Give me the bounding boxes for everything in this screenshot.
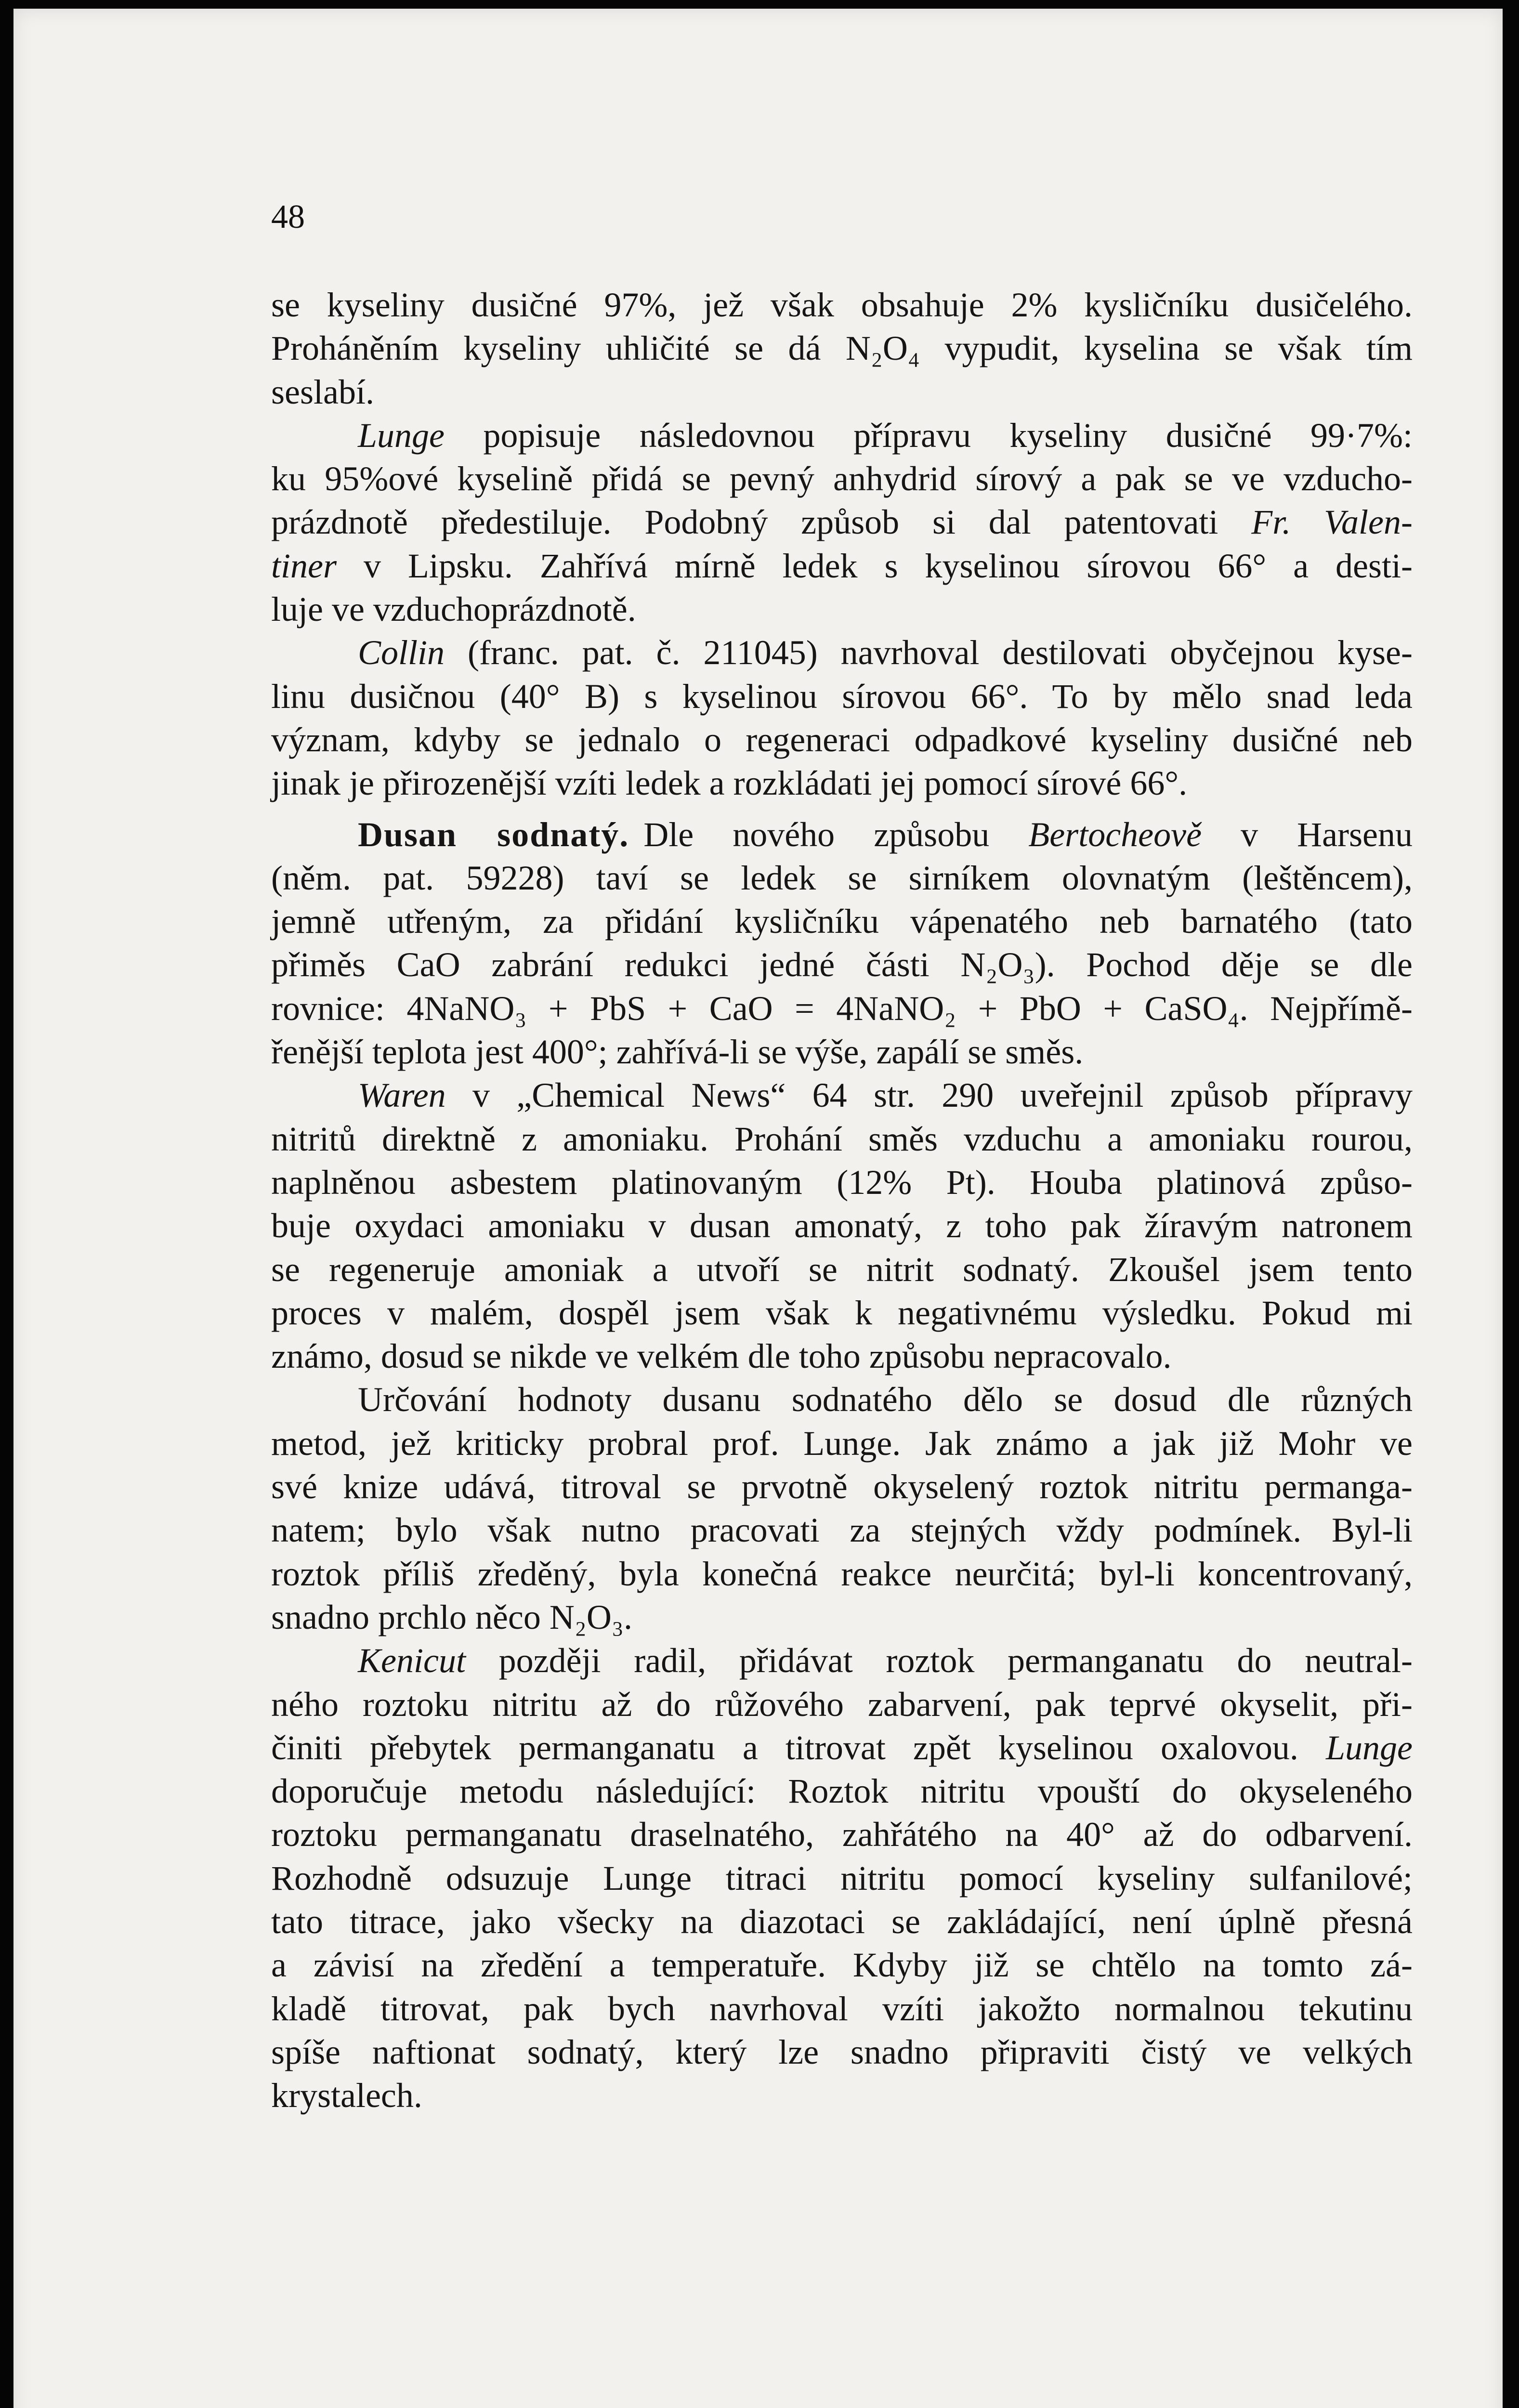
text-line: jinak je přirozenější vzíti ledek a rozkládati jej pomocí sírové 66°. bbox=[271, 764, 1188, 803]
text-line: proces v malém, dospěl jsem však k negativnému výsledku. Pokud mi bbox=[271, 1293, 1413, 1332]
text-line: a závisí na zředění a temperatuře. Kdyby již se chtělo na tomto zá- bbox=[271, 1946, 1413, 1985]
text-line: tato titrace, jako všecky na diazotaci se zakládající, není úplně přesná bbox=[271, 1902, 1413, 1941]
book-page bbox=[13, 9, 1503, 2408]
text-line: rovnice: 4NaNO₃ + PbS + CaO = 4NaNO₂ + PbO + CaSO₄. Nejpřímě- bbox=[271, 989, 1413, 1028]
author-name: Fr. Valen- bbox=[1251, 503, 1413, 542]
text-line: se kyseliny dusičné 97%, jež však obsahuje 2% kysličníku dusičelého. bbox=[271, 286, 1413, 324]
text-line: nitritů direktně z amoniaku. Prohání směs vzduchu a amoniaku rourou, bbox=[271, 1119, 1413, 1158]
text-line: Proháněním kyseliny uhličité se dá N₂O₄ vypudit, kyselina se však tím bbox=[271, 329, 1413, 368]
text-line: naplněnou asbestem platinovaným (12% Pt). Houba platinová způso- bbox=[271, 1163, 1413, 1202]
text-line: buje oxydaci amoniaku v dusan amonatý, z toho pak žíravým natronem bbox=[271, 1206, 1413, 1245]
text-line: Rozhodně odsuzuje Lunge titraci nitritu pomocí kyseliny sulfanilové; bbox=[271, 1858, 1413, 1898]
author-name: Lunge bbox=[1326, 1728, 1413, 1767]
author-name: Bertocheově bbox=[1028, 815, 1202, 854]
text-line: řenější teplota jest 400°; zahřívá-li se výše, zapálí se směs. bbox=[271, 1033, 1084, 1072]
text-line: snadno prchlo něco N₂O₃. bbox=[271, 1597, 633, 1636]
text-line: Určování hodnoty dusanu sodnatého dělo se dosud dle různých bbox=[358, 1380, 1413, 1419]
text-line: Lunge popisuje následovnou přípravu kyseliny dusičné 99·7%: bbox=[358, 416, 1413, 455]
author-name: Kenicut bbox=[358, 1641, 466, 1680]
text-line: tiner v Lipsku. Zahřívá mírně ledek s kyselinou sírovou 66° a desti- bbox=[271, 546, 1413, 585]
text-line: Collin (franc. pat. č. 211045) navrhoval destilovati obyčejnou kyse- bbox=[358, 633, 1413, 672]
text-line: jemně utřeným, za přidání kysličníku vápenatého neb barnatého (tato bbox=[271, 902, 1413, 941]
text-line: kladě titrovat, pak bych navrhoval vzíti jakožto normalnou tekutinu bbox=[271, 1989, 1413, 2028]
author-name: Waren bbox=[358, 1076, 446, 1115]
text-line: spíše naftionat sodnatý, který lze snadno připraviti čistý ve velkých bbox=[271, 2032, 1413, 2071]
text-line: Kenicut později radil, přidávat roztok permanganatu do neutral- bbox=[358, 1641, 1413, 1680]
body-text bbox=[271, 283, 1413, 2117]
page-number: 48 bbox=[271, 198, 305, 236]
text-line: Dusan sodnatý. Dle nového způsobu Bertocheově v Harsenu bbox=[358, 815, 1413, 854]
text-line: ného roztoku nitritu až do růžového zabarvení, pak teprvé okyselit, při- bbox=[271, 1685, 1413, 1724]
text-line: natem; bylo však nutno pracovati za stejných vždy podmínek. Byl-li bbox=[271, 1511, 1413, 1550]
text-line: luje ve vzduchoprázdnotě. bbox=[271, 590, 636, 629]
author-name: Collin bbox=[358, 633, 445, 672]
text-line: roztok příliš zředěný, byla konečná reakce neurčitá; byl-li koncentrovaný, bbox=[271, 1554, 1413, 1593]
text-line: krystalech. bbox=[271, 2076, 422, 2115]
text-line: (něm. pat. 59228) taví se ledek se sirníkem olovnatým (leštěncem), bbox=[271, 858, 1413, 897]
text-line: roztoku permanganatu draselnatého, zahřátého na 40° až do odbarvení. bbox=[271, 1815, 1413, 1854]
author-name: Lunge bbox=[358, 416, 445, 455]
text-line: známo, dosud se nikde ve velkém dle toho způsobu nepracovalo. bbox=[271, 1337, 1172, 1376]
text-line: linu dusičnou (40° B) s kyselinou sírovou 66°. To by mělo snad leda bbox=[271, 677, 1413, 716]
text-line: význam, kdyby se jednalo o regeneraci odpadkové kyseliny dusičné neb bbox=[271, 720, 1413, 759]
section-heading: Dusan sodnatý. bbox=[358, 815, 629, 854]
text-line: seslabí. bbox=[271, 372, 374, 411]
text-line: činiti přebytek permanganatu a titrovat zpět kyselinou oxalovou. Lunge bbox=[271, 1728, 1413, 1767]
text-line: Waren v „Chemical News“ 64 str. 290 uveřejnil způsob přípravy bbox=[358, 1076, 1413, 1115]
text-line: se regeneruje amoniak a utvoří se nitrit sodnatý. Zkoušel jsem tento bbox=[271, 1250, 1413, 1289]
text-line: přiměs CaO zabrání redukci jedné části N₂O₃). Pochod děje se dle bbox=[271, 945, 1413, 984]
author-name: tiner bbox=[271, 546, 337, 585]
text-line: metod, jež kriticky probral prof. Lunge. Jak známo a jak již Mohr ve bbox=[271, 1424, 1413, 1463]
text-line: doporučuje metodu následující: Roztok nitritu vpouští do okyseleného bbox=[271, 1772, 1413, 1811]
text-line: ku 95%ové kyselině přidá se pevný anhydrid sírový a pak se ve vzducho- bbox=[271, 459, 1413, 498]
text-line: prázdnotě předestiluje. Podobný způsob si dal patentovati Fr. Valen- bbox=[271, 503, 1413, 542]
text-line: své knize udává, titroval se prvotně okyselený roztok nitritu permanga- bbox=[271, 1467, 1413, 1506]
